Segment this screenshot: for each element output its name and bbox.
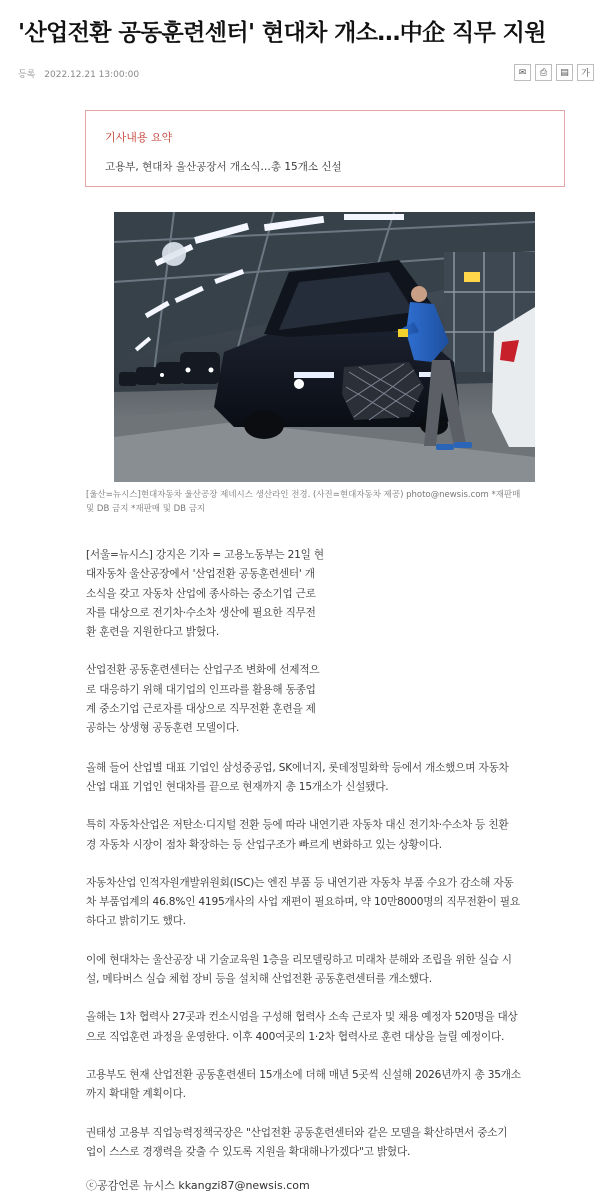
article-paragraph: [서울=뉴시스] 강지은 기자 = 고용노동부는 21일 현 대자동차 울산공장에서 '산업전환 공동훈련센터' 개 소식을 갖고 자동차 산업에 종사하는 중소기업 근로 자를 대상으로 전기차·수소차 생산에 필요한 직무전 환 훈련을 지원한다고 밝혔다. (86, 549, 324, 639)
byline: ⓒ공감언론 뉴시스 kkangzi87@newsis.com (86, 1179, 310, 1192)
article-summary-box (85, 110, 565, 187)
article-tools (514, 64, 594, 81)
registered-label: 등록 (18, 70, 36, 80)
article-paragraph: 산업전환 공동훈련센터는 산업구조 변화에 선제적으 로 대응하기 위해 대기업의 인프라를 활용해 동종업 계 중소기업 근로자를 대상으로 직무전환 훈련을 제 공하는 상생형 공동훈련 모델이다. (86, 664, 320, 735)
pdf-icon[interactable]: ▤ (556, 64, 573, 81)
summary-text: 고용부, 현대차 울산공장서 개소식…총 15개소 신설 (105, 161, 342, 173)
photo-caption (86, 488, 566, 516)
registered-date: 2022.12.21 13:00:00 (44, 70, 140, 80)
article-paragraph: 고용부도 현재 산업전환 공동훈련센터 15개소에 더해 매년 5곳씩 신설해 2026년까지 총 35개소 까지 확대할 계획이다. (86, 1068, 521, 1101)
article-meta (18, 67, 139, 80)
article-body (86, 546, 571, 1162)
summary-title: 기사내용 요약 (105, 131, 173, 144)
article-paragraph: 이에 현대차는 울산공장 내 기술교육원 1층을 리모델링하고 미래차 분해와 조립을 위한 실습 시 설, 메타버스 실습 체험 장비 등을 설치해 산업전환 공동훈련센터를 개소했다. (86, 953, 512, 986)
article-photo[interactable] (114, 212, 535, 482)
article-paragraph: 특히 자동차산업은 저탄소·디지털 전환 등에 따라 내연기관 자동차 대신 전기차·수소차 등 친환 경 자동차 시장이 점차 확장하는 등 산업구조가 빠르게 변화하고 있는 상황이다. (86, 819, 509, 851)
headline: '산업전환 공동훈련센터' 현대차 개소…中企 직무 지원 (18, 20, 546, 46)
fontsize-icon[interactable]: 가 (577, 64, 594, 81)
article-paragraph: 올해는 1차 협력사 27곳과 컨소시엄을 구성해 협력사 소속 근로자 및 채용 예정자 520명을 대상 으로 직업훈련 과정을 운영한다. 이후 400여곳의 1·2차 협력사로 훈련 대상을 늘릴 예정이다. (86, 1011, 518, 1043)
photo-caption-line: 및 DB 금지 *재판매 및 DB 금지 (86, 504, 206, 514)
article-paragraph: 권태성 고용부 직업능력정책국장은 "산업전환 공동훈련센터와 같은 모델을 확산하면서 중소기 업이 스스로 경쟁력을 갖출 수 있도록 지원을 확대해나가겠다"고 밝혔다. (86, 1126, 508, 1158)
print-icon[interactable]: ⎙ (535, 64, 552, 81)
article-paragraph: 자동차산업 인적자원개발위원회(ISC)는 엔진 부품 등 내연기관 자동차 부품 수요가 감소해 자동 차 부품업계의 46.8%인 4195개사의 사업 재편이 필요하며, 약 10만8000명의 직무전환이 필요 하다고 밝히기도 했다. (86, 876, 520, 928)
article-paragraph: 올해 들어 산업별 대표 기업인 삼성중공업, SK에너지, 롯데정밀화학 등에서 개소했으며 자동차 산업 대표 기업인 현대차를 끝으로 현재까지 총 15개소가 신설됐다. (86, 761, 509, 793)
email-icon[interactable]: ✉ (514, 64, 531, 81)
photo-caption-line: [울산=뉴시스]현대자동차 울산공장 제네시스 생산라인 전경. (사진=현대자동차 제공) photo@newsis.com *재판매 (86, 490, 521, 500)
factory-photo-illustration (114, 212, 535, 482)
